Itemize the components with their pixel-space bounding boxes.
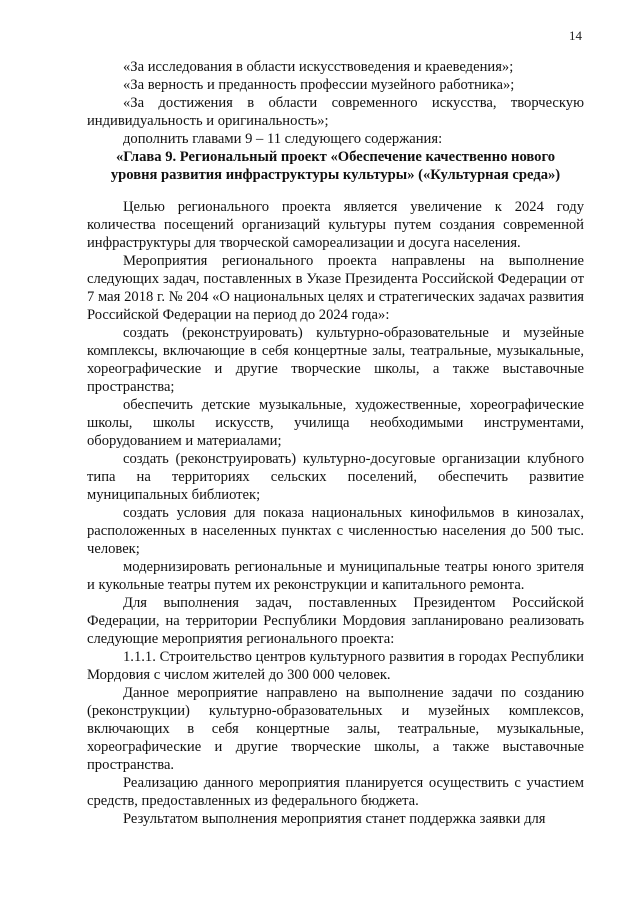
paragraph: Мероприятия регионального проекта направлены на выполнение следующих задач, поставленных в Указе Президента Российской Федерации от 7 мая 2018 г. № 204 «О национальных целях и стратегических задачах развития Российской Федерации на период до 2024 года»: — [87, 253, 584, 323]
chapter-heading-line-2: уровня развития инфраструктуры культуры» («Культурная среда») — [110, 167, 561, 183]
paragraph: создать (реконструировать) культурно-образовательные и музейные комплексы, включающие в себя концертные залы, театральные, музыкальные, хореографические и другие творческие школы, а также выставочные пространства; — [87, 325, 584, 395]
heading-spacer — [87, 184, 584, 198]
paragraph: создать условия для показа национальных кинофильмов в кинозалах, расположенных в населенных пунктах с численностью населения до 500 тыс. человек; — [87, 505, 584, 557]
paragraph: Целью регионального проекта является увеличение к 2024 году количества посещений организаций культуры путем создания современной инфраструктуры для творческой самореализации и досуга населения. — [87, 199, 584, 251]
paragraph: модернизировать региональные и муниципальные театры юного зрителя и кукольные театры путем их реконструкции и капитального ремонта. — [87, 559, 584, 593]
paragraph: 1.1.1. Строительство центров культурного развития в городах Республики Мордовия с числом жителей до 300 000 человек. — [87, 649, 584, 683]
paragraph: создать (реконструировать) культурно-досуговые организации клубного типа на территориях сельских поселений, обеспечить развитие муниципальных библиотек; — [87, 451, 584, 503]
paragraph: Результатом выполнения мероприятия станет поддержка заявки для — [123, 811, 546, 827]
document-body — [87, 58, 584, 828]
paragraph: обеспечить детские музыкальные, художественные, хореографические школы, школы искусств, училища необходимыми инструментами, оборудованием и материалами; — [87, 397, 584, 449]
paragraph: «За исследования в области искусствоведения и краеведения»; — [123, 59, 514, 75]
paragraph: «За достижения в области современного искусства, творческую индивидуальность и оригинальность»; — [87, 95, 584, 129]
paragraph: «За верность и преданность профессии музейного работника»; — [123, 77, 515, 93]
chapter-heading-line-1: «Глава 9. Региональный проект «Обеспечение качественно нового — [115, 149, 556, 165]
page-number: 14 — [569, 28, 582, 43]
paragraph: Реализацию данного мероприятия планируется осуществить с участием средств, предоставленных из федерального бюджета. — [87, 775, 584, 809]
paragraph: Для выполнения задач, поставленных Президентом Российской Федерации, на территории Республики Мордовия запланировано реализовать следующие мероприятия регионального проекта: — [87, 595, 584, 647]
paragraph: Данное мероприятие направлено на выполнение задачи по созданию (реконструкции) культурно-образовательных и музейных комплексов, включающих в себя концертные залы, театральные, музыкальные, хореографические и другие творческие школы, а также выставочные пространства. — [87, 685, 584, 773]
paragraph: дополнить главами 9 – 11 следующего содержания: — [123, 131, 443, 147]
